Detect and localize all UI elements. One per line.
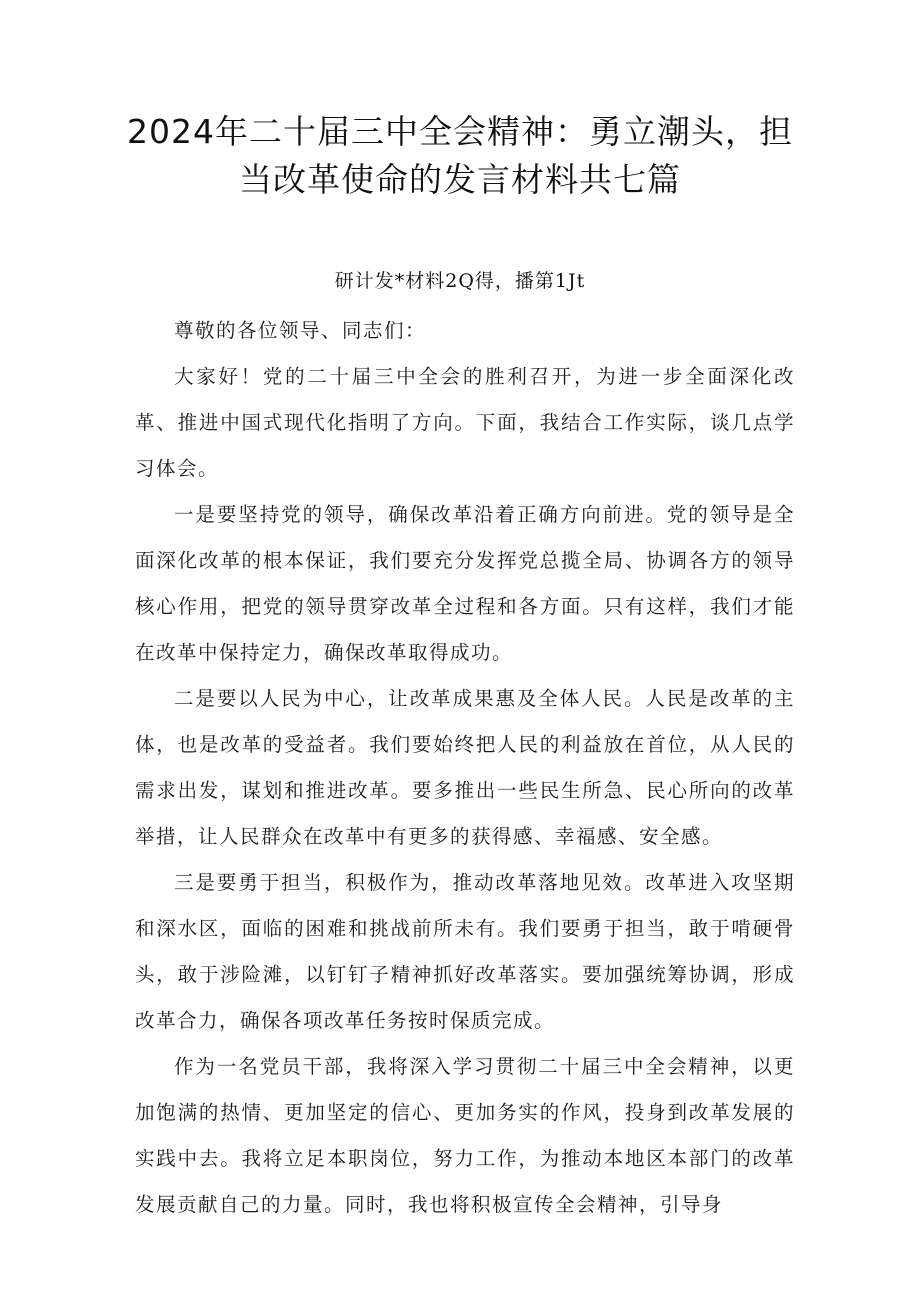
document-subtitle: 研计发*材料2Q得，播第1Jt [334,270,586,292]
document-body [135,308,795,1228]
paragraph-2: 一是要坚持党的领导，确保改革沿着正确方向前进。党的领导是全面深化改革的根本保证，我们要充分发挥党总揽全局、协调各方的领导核心作用，把党的领导贯穿改革全过程和各方面。只有这样，我们才能在改革中保持定力，确保改革取得成功。 [135,503,795,664]
title-line-1: 2024年二十届三中全会精神：勇立潮头，担 [127,112,793,151]
paragraph-3: 二是要以人民为中心，让改革成果惠及全体人民。人民是改革的主体，也是改革的受益者。我们要始终把人民的利益放在首位，从人民的需求出发，谋划和推进改革。要多推出一些民生所急、民心所向的改革举措，让人民群众在改革中有更多的获得感、幸福感、安全感。 [135,687,795,848]
salutation: 尊敬的各位领导、同志们： [174,319,427,342]
paragraph-1: 大家好！党的二十届三中全会的胜利召开，为进一步全面深化改革、推进中国式现代化指明了方向。下面，我结合工作实际，谈几点学习体会。 [135,365,795,480]
title-line-2: 当改革使命的发言材料共七篇 [239,160,681,199]
paragraph-4: 三是要勇于担当，积极作为，推动改革落地见效。改革进入攻坚期和深水区，面临的困难和挑战前所未有。我们要勇于担当，敢于啃硬骨头，敢于涉险滩，以钉钉子精神抓好改革落实。要加强统筹协调，形成改革合力，确保各项改革任务按时保质完成。 [135,871,795,1032]
document-title [100,108,820,204]
paragraph-5: 作为一名党员干部，我将深入学习贯彻二十届三中全会精神，以更加饱满的热情、更加坚定的信心、更加务实的作风，投身到改革发展的实践中去。我将立足本职岗位，努力工作，为推动本地区本部门的改革发展贡献自己的力量。同时，我也将积极宣传全会精神，引导身 [135,1055,795,1216]
